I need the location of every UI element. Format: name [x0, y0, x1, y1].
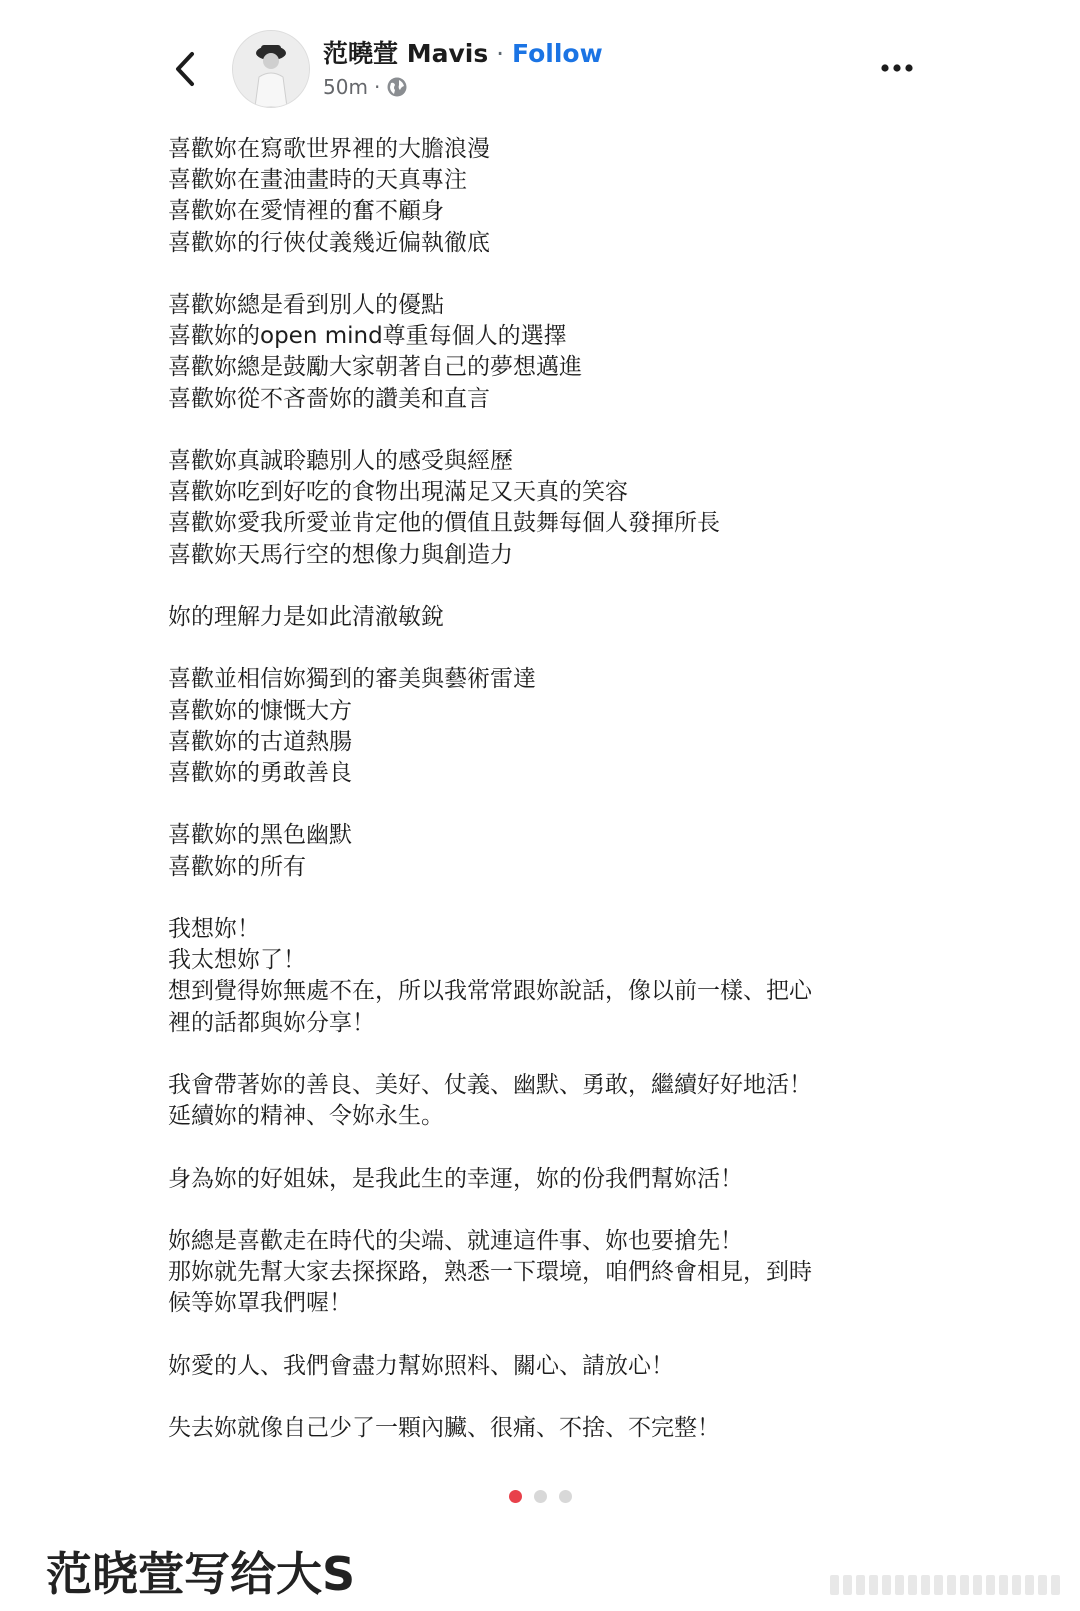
- more-options-button[interactable]: [870, 50, 930, 88]
- watermark: [830, 1575, 1060, 1599]
- carousel-dot[interactable]: [534, 1490, 547, 1503]
- post-line: 喜歡妳從不吝嗇妳的讚美和直言: [168, 385, 490, 412]
- post-line: 喜歡妳的行俠仗義幾近偏執徹底: [168, 229, 490, 256]
- post-meta: [323, 74, 408, 100]
- carousel-indicator: [0, 1490, 1080, 1503]
- paragraph-gap: [168, 633, 928, 664]
- post-line: 喜歡妳天馬行空的想像力與創造力: [168, 541, 513, 568]
- back-button[interactable]: [168, 44, 208, 94]
- post-line: 失去妳就像自己少了一顆內臟、很痛、不捨、不完整！: [168, 1415, 720, 1442]
- post-line: 喜歡妳的勇敢善良: [168, 760, 352, 786]
- post-line: 妳的理解力是如此清澈敏銳: [168, 604, 444, 630]
- post-line: 喜歡妳在愛情裡的奮不顧身: [168, 198, 444, 225]
- post-line: 喜歡並相信妳獨到的審美與藝術雷達: [168, 666, 536, 693]
- follow-button[interactable]: Follow: [512, 39, 603, 68]
- post-line: 身為妳的好姐妹，是我此生的幸運，妳的份我們幫妳活！: [168, 1165, 743, 1192]
- post-line: 喜歡妳的古道熱腸: [168, 728, 352, 755]
- carousel-dot[interactable]: [509, 1490, 522, 1503]
- post-line: 喜歡妳在畫油畫時的天真專注: [168, 167, 467, 194]
- post-header: [0, 0, 1080, 120]
- more-icon: [870, 50, 930, 88]
- post-line: 喜歡妳的黑色幽默: [168, 822, 352, 849]
- paragraph-gap: [168, 1320, 928, 1351]
- post-line: 我太想妳了！: [168, 947, 306, 974]
- post-line: 那妳就先幫大家去探探路，熟悉一下環境，咱們終會相見，到時: [168, 1259, 812, 1286]
- paragraph-gap: [168, 1039, 928, 1070]
- post-line: 喜歡妳總是看到別人的優點: [168, 292, 444, 318]
- post-line: 喜歡妳總是鼓勵大家朝著自己的夢想邁進: [168, 354, 582, 381]
- post-line: 候等妳罩我們喔！: [168, 1290, 352, 1317]
- carousel-dot[interactable]: [559, 1490, 572, 1503]
- post-line: 裡的話都與妳分享！: [168, 1009, 375, 1036]
- image-caption: 范晓萱写给大S: [46, 1547, 356, 1601]
- post-line: 妳愛的人、我們會盡力幫妳照料、關心、請放心！: [168, 1352, 674, 1379]
- post-line: 喜歡妳在寫歌世界裡的大膽浪漫: [168, 136, 490, 162]
- paragraph-gap: [168, 571, 928, 602]
- paragraph-gap: [168, 259, 928, 290]
- post-line: 妳總是喜歡走在時代的尖端、就連這件事、妳也要搶先！: [168, 1227, 743, 1254]
- meta-separator: ·: [373, 75, 381, 99]
- paragraph-gap: [168, 883, 928, 914]
- profile-photo: [233, 31, 309, 107]
- paragraph-gap: [168, 1195, 928, 1226]
- chevron-left-icon: [168, 44, 208, 94]
- paragraph-gap: [168, 789, 928, 820]
- post-line: 延續妳的精神、令妳永生。: [168, 1103, 444, 1130]
- paragraph-gap: [168, 415, 928, 446]
- post-line: 喜歡妳真誠聆聽別人的感受與經歷: [168, 448, 513, 474]
- post-line: 想到覺得妳無處不在，所以我常常跟妳說話，像以前一樣、把心: [168, 978, 812, 1005]
- post-line: 喜歡妳的慷慨大方: [168, 697, 352, 724]
- paragraph-gap: [168, 1382, 928, 1413]
- globe-icon: [386, 76, 408, 98]
- post-line: 喜歡妳的所有: [168, 853, 306, 880]
- post-line: 喜歡妳吃到好吃的食物出現滿足又天真的笑容: [168, 479, 628, 506]
- post-line: 我想妳！: [168, 915, 260, 942]
- post-line: 喜歡妳的open mind尊重每個人的選擇: [168, 323, 567, 350]
- post-body: [168, 134, 928, 1444]
- avatar[interactable]: [232, 30, 310, 108]
- name-separator: ·: [488, 39, 513, 68]
- post-time[interactable]: 50m: [323, 75, 368, 99]
- post-line: 喜歡妳愛我所愛並肯定他的價值且鼓舞每個人發揮所長: [168, 510, 720, 537]
- paragraph-gap: [168, 1132, 928, 1163]
- post-line: 我會帶著妳的善良、美好、仗義、幽默、勇敢，繼續好好地活！: [168, 1071, 812, 1098]
- author-line: [323, 36, 603, 72]
- author-name[interactable]: 范曉萱 Mavis: [323, 39, 489, 68]
